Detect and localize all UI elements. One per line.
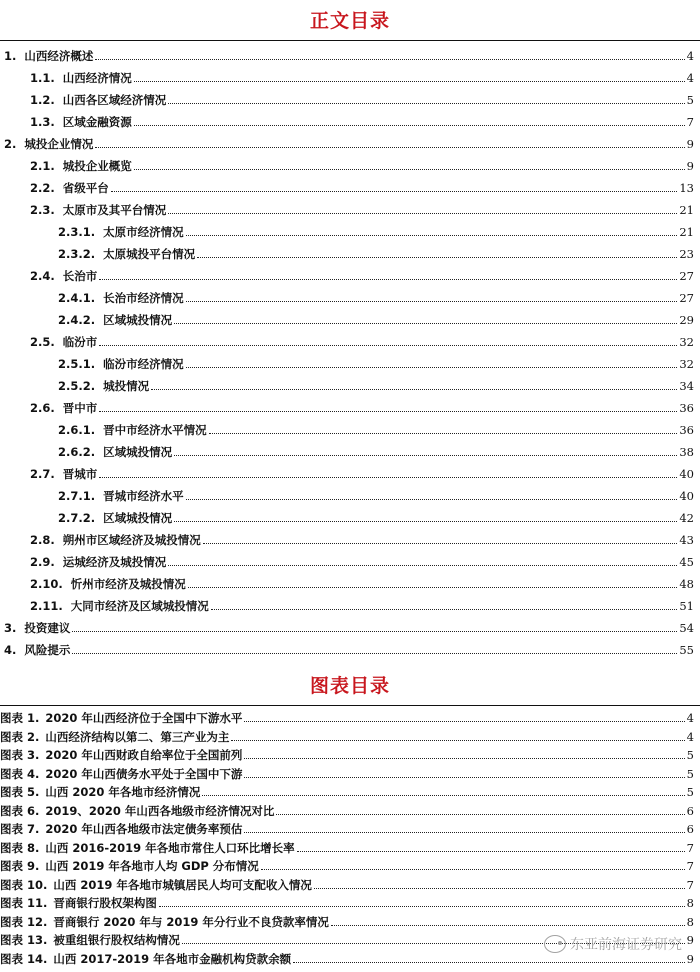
toc-entry[interactable] (0, 41, 694, 63)
figure-entry-page: 8 (686, 914, 694, 929)
toc-entry[interactable] (0, 305, 694, 327)
toc-entry-number: 2.5.2. (58, 379, 96, 393)
watermark (544, 934, 682, 954)
toc-entry-number: 2.3. (30, 203, 55, 217)
figure-entry-page: 5 (686, 766, 694, 781)
toc-entry-label: 大同市经济及区域城投情况 (70, 599, 209, 613)
figure-entry-number: 图表 10. (0, 877, 48, 892)
leader-dots (261, 869, 685, 870)
toc-entry-page: 42 (679, 511, 694, 525)
figure-entry[interactable] (0, 726, 694, 744)
leader-dots (99, 345, 677, 346)
toc-entry-number: 2.7. (30, 467, 55, 481)
figure-entry-number: 图表 14. (0, 951, 48, 966)
toc-entry-page: 4 (686, 49, 694, 63)
toc-entry[interactable] (0, 283, 694, 305)
leader-dots (168, 103, 684, 104)
figure-entry[interactable] (0, 763, 694, 781)
toc-entry[interactable] (0, 327, 694, 349)
toc-entry-number: 2.3.1. (58, 225, 96, 239)
leader-dots (244, 777, 684, 778)
leader-dots (231, 740, 684, 741)
toc-entry-number: 2.6.1. (58, 423, 96, 437)
leader-dots (174, 455, 677, 456)
toc-entry-page: 32 (679, 357, 694, 371)
toc-entry-page: 7 (686, 115, 694, 129)
toc-entry[interactable] (0, 129, 694, 151)
toc-entry-label: 晋中市经济水平情况 (103, 423, 207, 437)
toc-entry-label: 晋城市 (62, 467, 98, 481)
toc-entry-number: 2.2. (30, 181, 55, 195)
leader-dots (134, 125, 685, 126)
toc-entry[interactable] (0, 415, 694, 437)
toc-entry-page: 5 (686, 93, 694, 107)
leader-dots (174, 323, 677, 324)
toc-entry-page: 23 (679, 247, 694, 261)
toc-entry-label: 朔州市区域经济及城投情况 (62, 533, 201, 547)
toc-entry-label: 山西各区域经济情况 (62, 93, 167, 107)
toc-entry-page: 43 (679, 533, 694, 547)
figure-entry-page: 6 (686, 803, 694, 818)
toc-entry[interactable] (0, 635, 694, 657)
toc-entry-page: 45 (679, 555, 694, 569)
toc-entry-number: 1.2. (30, 93, 55, 107)
figure-entry-label: 山西 2020 年各地市经济情况 (45, 785, 201, 799)
toc-entry-number: 2.8. (30, 533, 55, 547)
toc-entry-label: 长治市经济情况 (103, 291, 184, 305)
toc-entry-page: 21 (679, 203, 694, 217)
figure-entry-page: 9 (686, 951, 694, 966)
figure-entry[interactable] (0, 892, 694, 910)
toc-entry[interactable] (0, 525, 694, 547)
toc-entry-label: 区域城投情况 (103, 511, 173, 525)
toc-entry-label: 投资建议 (24, 621, 71, 635)
figure-entry-page: 4 (686, 729, 694, 744)
leader-dots (174, 521, 677, 522)
leader-dots (197, 257, 677, 258)
leader-dots (134, 81, 685, 82)
figure-entry-page: 8 (686, 896, 694, 910)
leader-dots (188, 587, 678, 588)
toc-entry[interactable] (0, 591, 694, 613)
toc-entry[interactable] (0, 393, 694, 415)
leader-dots (203, 543, 678, 544)
toc-entry-label: 忻州市经济及城投情况 (70, 577, 186, 591)
toc-entry-label: 太原城投平台情况 (103, 247, 196, 261)
toc-entry-number: 2.4.2. (58, 313, 96, 327)
leader-dots (186, 301, 678, 302)
leader-dots (202, 795, 684, 796)
toc-entry-label: 晋中市 (62, 401, 98, 415)
figures-top-rule (0, 705, 700, 706)
leader-dots (186, 499, 678, 500)
leader-dots (95, 147, 684, 148)
figure-entry-page: 7 (686, 859, 694, 873)
toc-entry-page: 55 (679, 643, 694, 657)
toc-entry[interactable] (0, 547, 694, 569)
toc-entry-label: 山西经济概述 (24, 49, 94, 63)
toc-entry-page: 36 (679, 401, 694, 415)
leader-dots (297, 851, 685, 852)
toc-entry[interactable] (0, 481, 694, 503)
toc-entry-label: 山西经济情况 (62, 71, 132, 85)
toc-entry-number: 2. (4, 137, 17, 151)
toc-entry-page: 27 (679, 269, 694, 283)
toc-entry-label: 城投情况 (103, 379, 150, 393)
toc-entry-label: 临汾市经济情况 (103, 357, 184, 371)
toc-entry-page: 4 (686, 71, 694, 85)
figure-entry-number: 图表 8. (0, 840, 40, 855)
toc-entry-number: 4. (4, 643, 17, 657)
leader-dots (72, 631, 677, 632)
toc-entry-label: 运城经济及城投情况 (62, 555, 167, 569)
toc-entry[interactable] (0, 349, 694, 371)
figure-entry[interactable] (0, 818, 694, 836)
toc-entry-page: 48 (679, 577, 694, 591)
toc-entry-page: 21 (679, 225, 694, 239)
figure-entry[interactable] (0, 707, 694, 725)
toc-entry-label: 临汾市 (62, 335, 98, 349)
toc-entry-page: 38 (679, 445, 694, 459)
leader-dots (151, 389, 677, 390)
wechat-icon (544, 935, 566, 953)
toc-entry-label: 太原市及其平台情况 (62, 203, 167, 217)
toc-entry-number: 2.9. (30, 555, 55, 569)
toc-entry-number: 2.7.1. (58, 489, 96, 503)
toc-entry-number: 2.5.1. (58, 357, 96, 371)
figure-entry-label: 2020 年山西财政自给率位于全国前列 (45, 748, 243, 762)
figure-entry[interactable] (0, 781, 694, 799)
figure-entry-label: 晋商银行 2020 年与 2019 年分行业不良贷款率情况 (53, 914, 329, 929)
toc-entry-number: 2.3.2. (58, 247, 96, 261)
figure-entry-number: 图表 2. (0, 729, 40, 744)
toc-entry-page: 36 (679, 423, 694, 437)
figure-entry[interactable] (0, 837, 694, 855)
toc-entry-page: 29 (679, 313, 694, 327)
figure-entry-page: 7 (686, 877, 694, 892)
toc-entry-page: 13 (679, 181, 694, 195)
leader-dots (211, 609, 678, 610)
leader-dots (276, 814, 684, 815)
toc-entry-number: 1. (4, 49, 17, 63)
toc-entry[interactable] (0, 63, 694, 85)
toc-entry-label: 区域城投情况 (103, 313, 173, 327)
figure-entry-number: 图表 4. (0, 766, 40, 781)
figures-title: 图表目录 (309, 675, 390, 697)
figure-entry-label: 山西 2017-2019 年各地市金融机构贷款余额 (53, 951, 292, 966)
figure-entry-label: 2020 年山西债务水平处于全国中下游 (45, 766, 243, 781)
figure-entry-label: 山西 2016-2019 年各地市常住人口环比增长率 (45, 840, 295, 855)
figure-entry-label: 山西 2019 年各地市人均 GDP 分布情况 (45, 859, 259, 873)
toc-entry-label: 区域金融资源 (62, 115, 132, 129)
figure-entry-label: 2020 年山西各地级市法定债务率预估 (45, 822, 243, 836)
figure-entry[interactable] (0, 874, 694, 892)
figure-entry-number: 图表 9. (0, 859, 40, 873)
figure-entry[interactable] (0, 855, 694, 873)
leader-dots (244, 758, 684, 759)
figure-entry-label: 山西 2019 年各地市城镇居民人均可支配收入情况 (53, 877, 312, 892)
figure-entry-label: 被重组银行股权结构情况 (53, 933, 180, 947)
figure-entry[interactable] (0, 911, 694, 929)
toc-entry-number: 2.11. (30, 599, 63, 613)
figure-entry-label: 山西经济结构以第二、第三产业为主 (45, 729, 230, 744)
figure-entry-page: 9 (686, 933, 694, 947)
figure-entry-number: 图表 11. (0, 896, 48, 910)
leader-dots (99, 279, 677, 280)
toc-entry-number: 2.5. (30, 335, 55, 349)
figure-entry-number: 图表 6. (0, 803, 40, 818)
toc-entry[interactable] (0, 261, 694, 283)
toc-entry-page: 34 (679, 379, 694, 393)
figure-entry-label: 2020 年山西经济位于全国中下游水平 (45, 711, 243, 725)
toc-entry[interactable] (0, 239, 694, 261)
figure-entry-page: 7 (686, 840, 694, 855)
toc-entry[interactable] (0, 107, 694, 129)
toc-entry[interactable] (0, 217, 694, 239)
toc-entry[interactable] (0, 173, 694, 195)
toc-entry[interactable] (0, 503, 694, 525)
figure-entry-number: 图表 1. (0, 711, 40, 725)
toc-entry-label: 城投企业概览 (62, 159, 132, 173)
toc-entry-number: 2.6. (30, 401, 55, 415)
toc-entry-number: 3. (4, 621, 17, 635)
toc-entry-number: 2.1. (30, 159, 55, 173)
toc-entry-page: 40 (679, 467, 694, 481)
toc-entry-number: 2.4. (30, 269, 55, 283)
toc-entry[interactable] (0, 437, 694, 459)
toc-entry[interactable] (0, 195, 694, 217)
leader-dots (72, 653, 677, 654)
toc-entry-number: 1.1. (30, 71, 55, 85)
figure-entry-page: 5 (686, 748, 694, 762)
figure-entry-label: 2019、2020 年山西各地级市经济情况对比 (45, 803, 275, 818)
leader-dots (186, 367, 678, 368)
toc-entry[interactable] (0, 85, 694, 107)
figure-entry[interactable] (0, 800, 694, 818)
toc-entry-page: 40 (679, 489, 694, 503)
leader-dots (99, 477, 677, 478)
figure-entry-number: 图表 13. (0, 933, 48, 947)
leader-dots (293, 962, 684, 963)
toc-entry-number: 2.7.2. (58, 511, 96, 525)
figure-entry-number: 图表 5. (0, 785, 40, 799)
figure-entry-label: 晋商银行股权架构图 (53, 896, 157, 910)
toc-entry-label: 城投企业情况 (24, 137, 94, 151)
leader-dots (168, 213, 677, 214)
leader-dots (331, 925, 685, 926)
toc-entry-label: 长治市 (62, 269, 98, 283)
toc-entry-label: 区域城投情况 (103, 445, 173, 459)
toc-entry-label: 太原市经济情况 (103, 225, 184, 239)
toc-entry-page: 9 (686, 137, 694, 151)
toc-entry-page: 51 (679, 599, 694, 613)
leader-dots (244, 832, 684, 833)
leader-dots (168, 565, 677, 566)
leader-dots (314, 888, 685, 889)
leader-dots (244, 721, 684, 722)
leader-dots (159, 906, 685, 907)
toc-entry-page: 27 (679, 291, 694, 305)
toc-entry-page: 32 (679, 335, 694, 349)
toc-entry[interactable] (0, 569, 694, 591)
leader-dots (186, 235, 678, 236)
toc-entry-number: 2.4.1. (58, 291, 96, 305)
leader-dots (209, 433, 678, 434)
figure-entry-page: 5 (686, 785, 694, 799)
toc-entry-label: 风险提示 (24, 643, 71, 657)
leader-dots (134, 169, 685, 170)
figure-entry-page: 4 (686, 711, 694, 725)
leader-dots (111, 191, 678, 192)
toc-entry-label: 省级平台 (62, 181, 109, 195)
leader-dots (95, 59, 684, 60)
toc-entry-number: 2.10. (30, 577, 63, 591)
toc-entry-label: 晋城市经济水平 (103, 489, 184, 503)
figure-entry-number: 图表 7. (0, 822, 40, 836)
toc-entry[interactable] (0, 613, 694, 635)
watermark-text: 东亚前海证券研究 (570, 937, 682, 953)
toc-entry[interactable] (0, 371, 694, 393)
figure-entry[interactable] (0, 744, 694, 762)
toc-title: 正文目录 (309, 10, 390, 32)
toc-entry[interactable] (0, 151, 694, 173)
toc-entry-page: 54 (679, 621, 694, 635)
toc-entry-number: 1.3. (30, 115, 55, 129)
toc-entry-page: 9 (686, 159, 694, 173)
figure-entry-page: 6 (686, 822, 694, 836)
toc-entry[interactable] (0, 459, 694, 481)
figure-entry-number: 图表 12. (0, 914, 48, 929)
figure-entry-number: 图表 3. (0, 748, 40, 762)
toc-entry-number: 2.6.2. (58, 445, 96, 459)
leader-dots (99, 411, 677, 412)
